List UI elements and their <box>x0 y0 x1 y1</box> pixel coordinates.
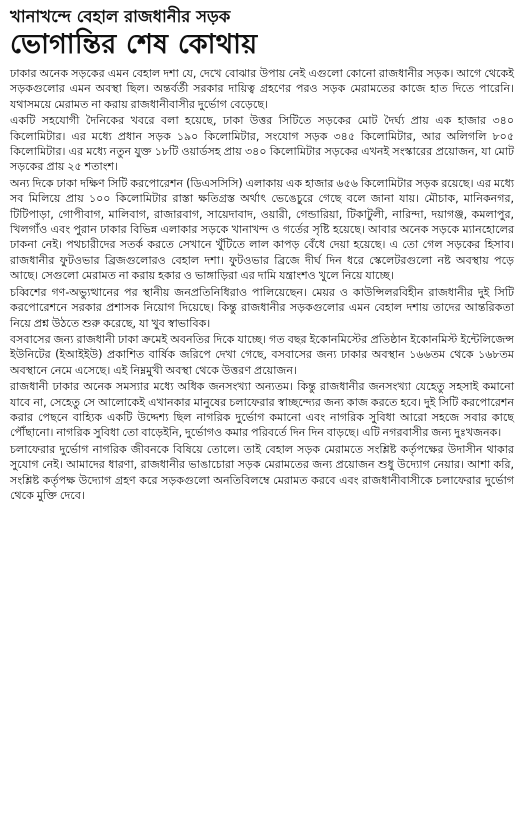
article-paragraph-4: চব্বিশের গণ-অভ্যুত্থানের পর স্থানীয় জনপ্রতিনিধিরাও পালিয়েছেন। মেয়র ও কাউন্সিলরবিহীন রাজধানীর দুই সিটি করপোরেশনে সরকার প্রশাসক নিয়োগ দিয়েছে। কিন্তু রাজধানীর সড়কগুলোর এমন বেহাল দশায় তাদের আন্তরিকতা নিয়ে প্রশ্ন উঠতে শুরু করেছে, যা খুব স্বাভাবিক। <box>10 285 514 330</box>
article-paragraph-2: একটি সহযোগী দৈনিকের খবরে বলা হয়েছে, ঢাকা উত্তর সিটিতে সড়কের মোট দৈর্ঘ্য প্রায় এক হাজার ৩৪০ কিলোমিটার। এর মধ্যে প্রধান সড়ক ১৯০ কিলোমিটার, সংযোগ সড়ক ৩৪৫ কিলোমিটার, আর অলিগলি ৮০৫ কিলোমিটার। এর মধ্যে নতুন যুক্ত ১৮টি ওয়ার্ডসহ প্রায় ৩৪০ কিলোমিটার সড়কের এখনই সংস্কারের প্রয়োজন, যা মোট সড়কের প্রায় ২৫ শতাংশ। <box>10 114 514 174</box>
article-kicker: খানাখন্দে বেহাল রাজধানীর সড়ক <box>10 7 231 26</box>
article-paragraph-6: রাজধানী ঢাকার অনেক সমস্যার মধ্যে অধিক জনসংখ্যা অন্যতম। কিন্তু রাজধানীর জনসংখ্যা যেহেতু সহসাই কমানো যাবে না, সেহেতু সে আলোকেই এখানকার মানুষের চলাফেরার স্বাচ্ছন্দ্যের জন্য কাজ করতে হবে। দুই সিটি করপোরেশন করার পেছনে বাহ্যিক একটি উদ্দেশ্য ছিল নাগরিক দুর্ভোগ কমানো এবং নাগরিক সুবিধা আরো সহজে সবার কাছে পৌঁছানো। নাগরিক সুবিধা তো বাড়েইনি, দুর্ভোগও কমার পরিবর্তে দিন দিন বাড়ছে। এটি নগরবাসীর জন্য দুঃখজনক। <box>10 380 514 440</box>
article-paragraph-3: অন্য দিকে ঢাকা দক্ষিণ সিটি করপোরেশন (ডিএসসিসি) এলাকায় এক হাজার ৬৫৬ কিলোমিটার সড়ক রয়েছে। এর মধ্যে সব মিলিয়ে প্রায় ১০০ কিলোমিটার রাস্তা ক্ষতিগ্রস্ত অর্থাৎ ভেঙেচুরে গেছে বলে জানা যায়। মৌচাক, মানিকনগর, টিটিপাড়া, গোপীবাগ, মালিবাগ, রাজারবাগ, সায়েদাবাদ, ওয়ারী, গেন্ডারিয়া, টিকাটুলী, নারিন্দা, দয়াগঞ্জ, কমলাপুর, খিলগাঁও এবং পুরান ঢাকার বিভিন্ন এলাকার সড়কে খানাখন্দ ও গর্তের সৃষ্টি হয়েছে। আবার অনেক সড়কে ম্যানহোলের ঢাকনা নেই। পথচারীদের সতর্ক করতে সেখানে খুঁটিতে লাল কাপড় বেঁধে দেয়া হয়েছে। এ তো গেল সড়কের হিসাব। রাজধানীর ফুটওভার ব্রিজগুলোরও বেহাল দশা। ফুটওভার ব্রিজে দীর্ঘ দিন ধরে স্কেলেটরগুলো নষ্ট অবস্থায় পড়ে আছে। সেগুলো মেরামত না করায় হকার ও ভাঙ্গাড়িরা এর দামি যন্ত্রাংশও খুলে নিয়ে যাচ্ছে। <box>10 176 514 283</box>
article-paragraph-5: বসবাসের জন্য রাজধানী ঢাকা ক্রমেই অবনতির দিকে যাচ্ছে। গত বছর ইকোনমিস্টের প্রতিষ্ঠান ইকোনমিস্ট ইন্টেলিজেন্স ইউনিটের (ইআইইউ) প্রকাশিত বার্ষিক জরিপে দেখা গেছে, বসবাসের জন্য ঢাকার অবস্থান ১৬৬তম থেকে ১৬৮তম অবস্থানে নেমে এসেছে। এই নিম্নমুখী অবস্থা থেকে উত্তরণ প্রয়োজন। <box>10 332 514 377</box>
article-paragraph-1: ঢাকার অনেক সড়কের এমন বেহাল দশা যে, দেখে বোঝার উপায় নেই এগুলো কোনো রাজধানীর সড়ক। আগে থেকেই সড়কগুলোর এমন অবস্থা ছিল। অন্তর্বর্তী সরকার দায়িত্ব গ্রহণের পরও সড়ক মেরামতের কাজে হাত দিতে পারেনি। যথাসময়ে মেরামত না করায় রাজধানীবাসীর দুর্ভোগ বেড়েছে। <box>10 67 514 111</box>
article-headline: ভোগান্তির শেষ কোথায় <box>10 29 258 60</box>
article-paragraph-7: চলাফেরার দুর্ভোগ নাগরিক জীবনকে বিষিয়ে তোলে। তাই বেহাল সড়ক মেরামতে সংশ্লিষ্ট কর্তৃপক্ষের উদাসীন থাকার সুযোগ নেই। আমাদের ধারণা, রাজধানীর ভাঙাচোরা সড়ক মেরামতের জন্য প্রয়োজন শুধু উদ্যোগ নেয়ার। আশা করি, সংশ্লিষ্ট কর্তৃপক্ষ উদ্যোগ গ্রহণ করে সড়কগুলো অনতিবিলম্বে মেরামত করবে এবং রাজধানীবাসীকে চলাফেরার দুর্ভোগ থেকে মুক্তি দেবে। <box>10 442 514 502</box>
